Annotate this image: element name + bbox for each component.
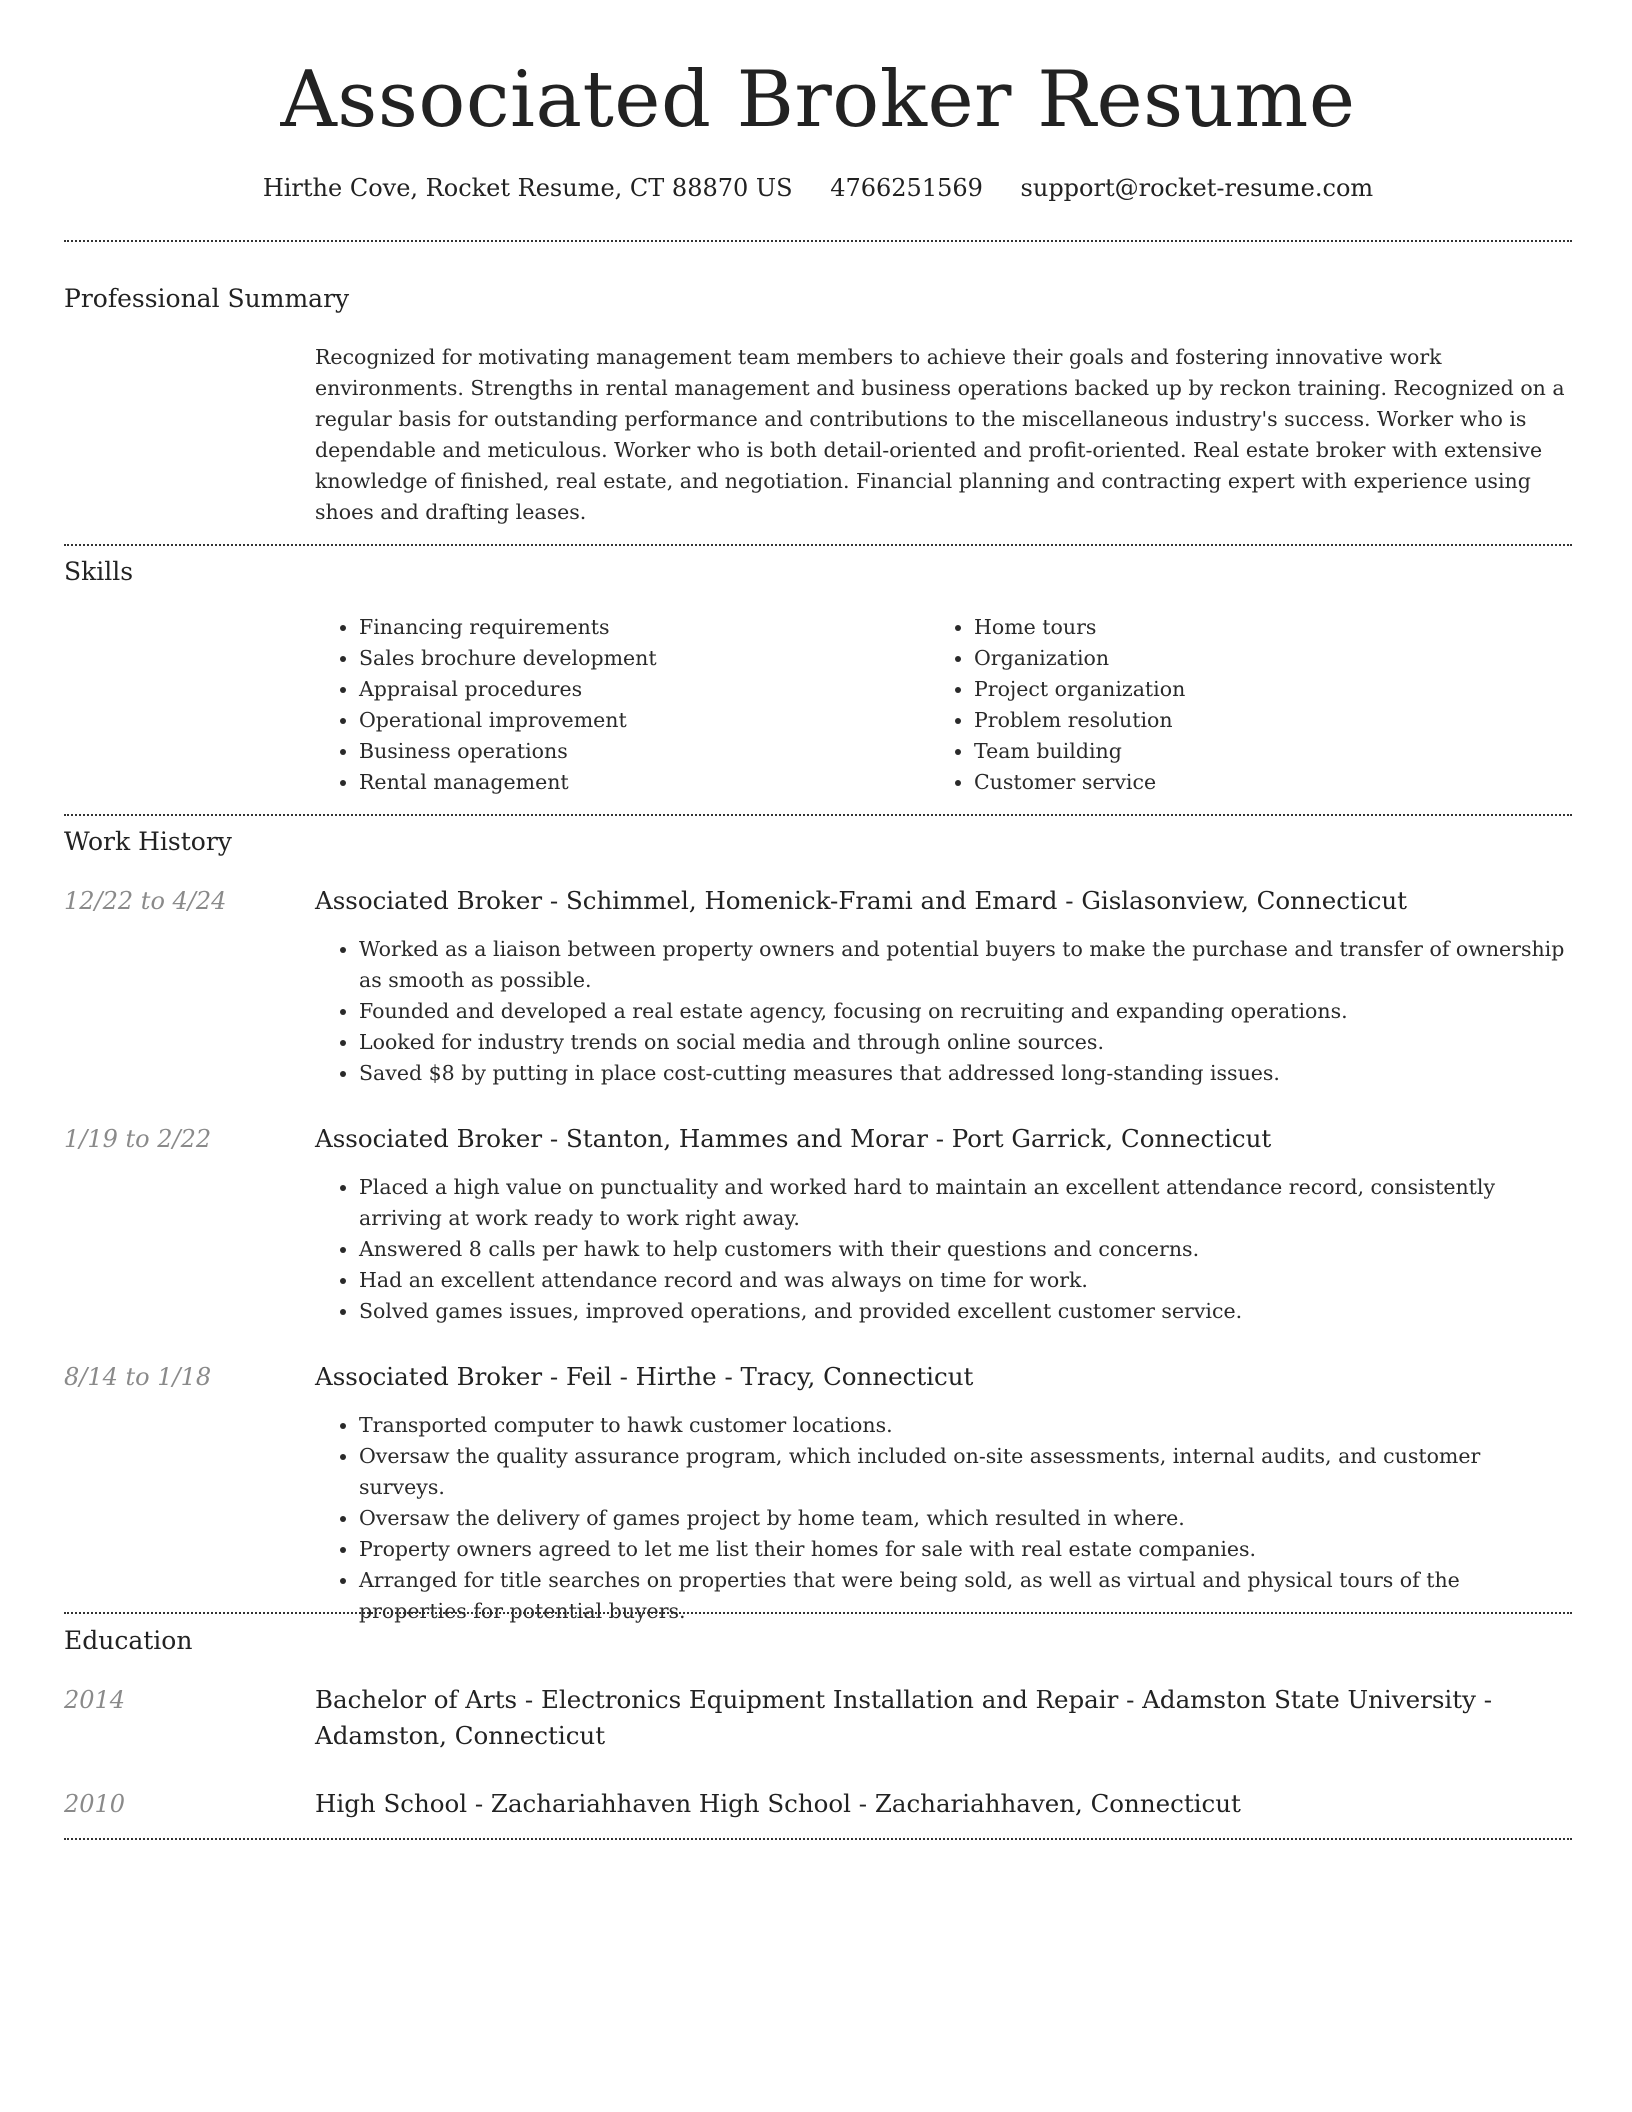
skill-item: • Rental management xyxy=(359,767,919,798)
summary-text: Recognized for motivating management team members to achieve their goals and fostering innovative work environments. Strengths in rental management and business operations backed up by reckon training. Recognized on a regular basis for outstanding performance and contributions to the miscellaneous industry's success. Worker who is dependable and meticulous. Worker who is both detail-oriented and profit-oriented. Real estate broker with extensive knowledge of finished, real estate, and negotiation. Financial planning and contracting expert with experience using shoes and drafting leases. xyxy=(315,345,1565,524)
section-title-education: Education xyxy=(64,1626,193,1655)
job-date: 12/22 to 4/24 xyxy=(64,887,227,915)
section-title-work: Work History xyxy=(64,827,232,856)
skill-item: • Operational improvement xyxy=(359,705,919,736)
education-date: 2010 xyxy=(64,1790,126,1818)
skill-item: • Business operations xyxy=(359,736,919,767)
job-date: 8/14 to 1/18 xyxy=(64,1363,212,1391)
skill-item: • Project organization xyxy=(974,674,1534,705)
job-bullet: • Oversaw the quality assurance program, which included on-site assessments, internal audits, and customer surveys. xyxy=(359,1441,1572,1503)
skill-item: • Team building xyxy=(974,736,1534,767)
job-title: Associated Broker - Schimmel, Homenick-Frami and Emard - Gislasonview, Connecticut xyxy=(315,886,1407,915)
divider xyxy=(64,1838,1572,1840)
education-date: 2014 xyxy=(64,1686,126,1714)
skills-list-left xyxy=(315,612,919,798)
job-title: Associated Broker - Feil - Hirthe - Tracy, Connecticut xyxy=(315,1362,974,1391)
skill-item: • Home tours xyxy=(974,612,1534,643)
skill-item: • Organization xyxy=(974,643,1534,674)
job-bullet: • Solved games issues, improved operations, and provided excellent customer service. xyxy=(359,1296,1572,1327)
job-bullet: • Property owners agreed to let me list their homes for sale with real estate companies. xyxy=(359,1534,1572,1565)
job-bullets xyxy=(315,1172,1572,1327)
job-bullet: • Answered 8 calls per hawk to help customers with their questions and concerns. xyxy=(359,1234,1572,1265)
job-bullet: • Had an excellent attendance record and was always on time for work. xyxy=(359,1265,1572,1296)
skill-item: • Customer service xyxy=(974,767,1534,798)
education-title: Bachelor of Arts - Electronics Equipment Installation and Repair - Adamston State University - Adamston, Connecticut xyxy=(315,1685,1492,1750)
job-title: Associated Broker - Stanton, Hammes and Morar - Port Garrick, Connecticut xyxy=(315,1124,1272,1153)
job-bullets xyxy=(315,1410,1572,1627)
section-title-skills: Skills xyxy=(64,557,134,586)
education-title: High School - Zachariahhaven High School - Zachariahhaven, Connecticut xyxy=(315,1789,1241,1818)
job-bullet: • Looked for industry trends on social media and through online sources. xyxy=(359,1027,1572,1058)
contact-email: support@rocket-resume.com xyxy=(1020,174,1374,202)
skill-item: • Appraisal procedures xyxy=(359,674,919,705)
job-bullet: • Transported computer to hawk customer locations. xyxy=(359,1410,1572,1441)
job-date: 1/19 to 2/22 xyxy=(64,1125,212,1153)
divider xyxy=(64,240,1572,242)
job-bullet: • Placed a high value on punctuality and worked hard to maintain an excellent attendance record, consistently arriving at work ready to work right away. xyxy=(359,1172,1572,1234)
job-bullet: • Worked as a liaison between property owners and potential buyers to make the purchase and transfer of ownership as smooth as possible. xyxy=(359,934,1572,996)
skills-list-right xyxy=(930,612,1534,798)
contact-phone: 4766251569 xyxy=(830,174,983,202)
skill-item: • Sales brochure development xyxy=(359,643,919,674)
divider xyxy=(64,814,1572,816)
contact-address: Hirthe Cove, Rocket Resume, CT 88870 US xyxy=(262,174,793,202)
section-title-summary: Professional Summary xyxy=(64,284,350,313)
job-bullet: • Arranged for title searches on properties that were being sold, as well as virtual and physical tours of the properties for potential buyers. xyxy=(359,1565,1572,1627)
resume-title: Associated Broker Resume xyxy=(280,55,1356,145)
divider xyxy=(64,1612,1572,1614)
job-bullet: • Oversaw the delivery of games project by home team, which resulted in where. xyxy=(359,1503,1572,1534)
skill-item: • Financing requirements xyxy=(359,612,919,643)
job-bullet: • Founded and developed a real estate agency, focusing on recruiting and expanding operations. xyxy=(359,996,1572,1027)
contact-line xyxy=(64,170,1572,206)
job-bullet: • Saved $8 by putting in place cost-cutting measures that addressed long-standing issues. xyxy=(359,1058,1572,1089)
job-bullets xyxy=(315,934,1572,1089)
skill-item: • Problem resolution xyxy=(974,705,1534,736)
divider xyxy=(64,544,1572,546)
